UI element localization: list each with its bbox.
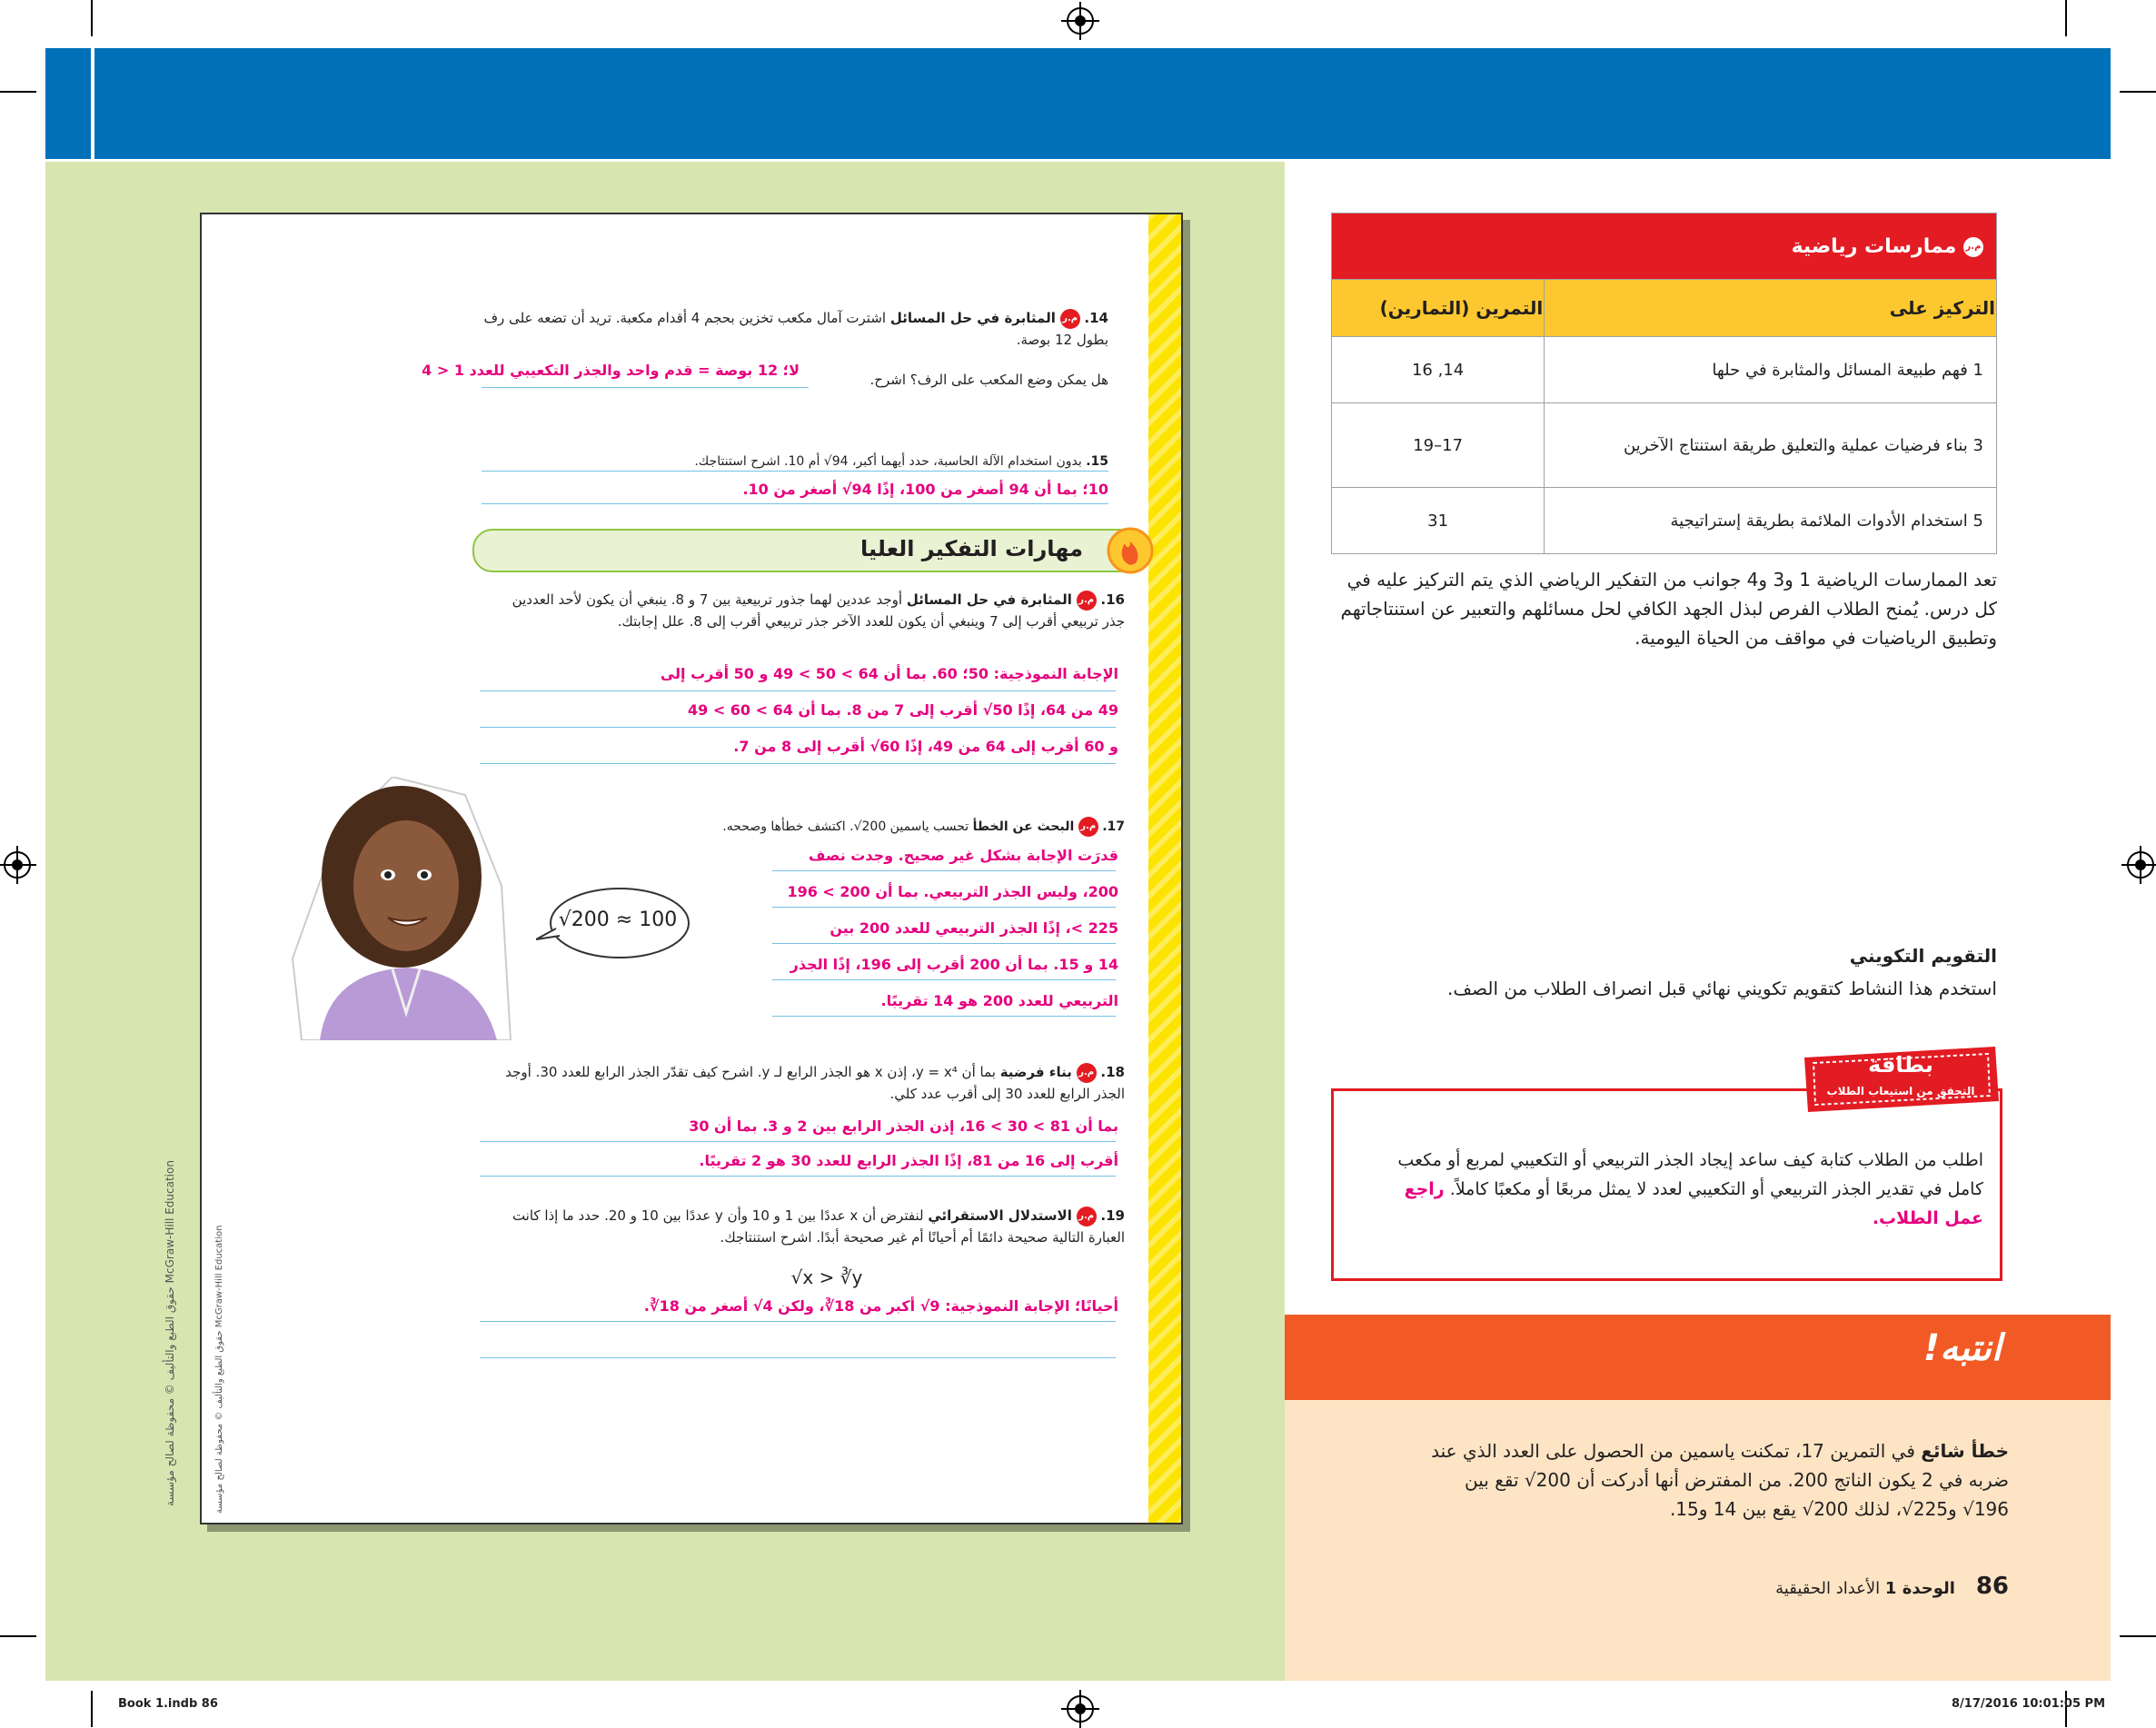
watch-out-text bbox=[1427, 1436, 2009, 1524]
watch-out-title: انتبه! bbox=[1923, 1327, 2002, 1369]
exercise-text: لنفترض أن x عددًا بين 1 و 10 وأن y عددًا بين 10 و 20. حدد ما إذا كانت العبارة التالية صحيحة دائمًا أم أحيانًا أم غير صحيحة أبدًا. اشرح استنتاجك. bbox=[512, 1207, 1125, 1246]
mp-badge-icon: م.ر bbox=[1078, 817, 1098, 837]
crop-mark bbox=[91, 1691, 93, 1727]
exercise-label: المثابرة في حل المسائل bbox=[906, 591, 1072, 608]
answer-line bbox=[480, 1357, 1116, 1358]
exercise-19 bbox=[498, 1205, 1125, 1248]
inequality-formula: √x > ∛y bbox=[790, 1266, 863, 1288]
answer-line bbox=[480, 1176, 1116, 1177]
table-row bbox=[1332, 403, 1997, 488]
exercise-number: 19. bbox=[1100, 1207, 1125, 1224]
crop-mark bbox=[91, 0, 93, 36]
answer-line bbox=[480, 727, 1116, 728]
answer-17-line4: 14 و 15. بما أن 200 أقرب إلى 196، إذًا الجذر bbox=[790, 956, 1118, 973]
flame-icon bbox=[1105, 521, 1156, 576]
exercise-14 bbox=[472, 307, 1108, 351]
exercise-number: 18. bbox=[1100, 1064, 1125, 1080]
bubble-text: √200 ≈ 100 bbox=[558, 909, 678, 931]
answer-16-line2: 49 من 64، إذًا 50√ أقرب إلى 7 من 8. بما أن 64 > 60 > 49 bbox=[687, 701, 1118, 719]
mp-table-subheader bbox=[1332, 280, 1997, 337]
table-row bbox=[1332, 488, 1997, 554]
tip-highlight: راجع عمل الطلاب. bbox=[1404, 1179, 1983, 1228]
answer-17-line3: 225 >، إذًا الجذر التربيعي للعدد 200 بين bbox=[830, 919, 1118, 937]
answer-17-line1: قدرَت الإجابة بشكل غير صحيح. وجدت نصف bbox=[808, 847, 1118, 864]
answer-14: لا؛ 12 بوصة = قدم واحد والجذر التكعيبي للعدد 1 < 4 bbox=[422, 362, 800, 379]
assessment-text: استخدم هذا النشاط كتقويم تكويني نهائي قبل انصراف الطلاب من الصف. bbox=[1447, 978, 1997, 999]
ticket-title: بطاقة bbox=[1868, 1052, 1933, 1078]
page-stripe bbox=[1148, 214, 1181, 1523]
exercise-label: الاستدلال الاستقرائي bbox=[928, 1207, 1072, 1224]
answer-15: 10؛ بما أن 94 أصغر من 100، إذًا 94√ أصغر من 10. bbox=[742, 481, 1108, 498]
copyright-inner: حقوق الطبع والتأليف © محفوظة لصالح مؤسسة McGraw-Hill Education bbox=[214, 1225, 224, 1514]
row-exercise: 14, 16 bbox=[1332, 337, 1545, 403]
watch-out-bar bbox=[1285, 1315, 2111, 1400]
student-illustration bbox=[283, 777, 520, 1040]
question-text: هل يمكن وضع المكعب على الرف؟ اشرح. bbox=[869, 372, 1108, 388]
unit-title: الأعداد الحقيقية bbox=[1775, 1579, 1881, 1598]
answer-17-line2: 200، وليس الجذر التربيعي. بما أن 200 > 196 bbox=[787, 883, 1118, 900]
answer-line bbox=[772, 870, 1116, 871]
exercise-text: بدون استخدام الآلة الحاسبة، حدد أيهما أكبر، 94√ أم 10. اشرح استنتاجك. bbox=[694, 454, 1082, 469]
watch-out-body: في التمرين 17، تمكنت ياسمين من الحصول على العدد الذي عند ضربه في 2 يكون الناتج 200. من المفترض أنها أدركت أن 200√ تقع بين 196√ و225√، لذلك 200√ يقع بين 14 و15. bbox=[1431, 1440, 2009, 1520]
answer-18-line1: بما أن 81 > 30 > 16، إذن الجذر الرابع بين 2 و 3. بما أن 30 bbox=[689, 1117, 1118, 1135]
answer-line bbox=[772, 943, 1116, 944]
exercise-18 bbox=[498, 1061, 1125, 1105]
answer-line bbox=[482, 503, 1108, 504]
tip-body: اطلب من الطلاب كتابة كيف ساعد إيجاد الجذر التربيعي أو التكعيبي لمربع أو مكعب كامل في تقدير الجذر التربيعي أو التكعيبي لعدد لا يمثل مربعًا أو مكعبًا كاملاً. bbox=[1397, 1150, 1983, 1199]
crop-mark bbox=[0, 1635, 36, 1637]
registration-mark-icon bbox=[2127, 851, 2154, 879]
exercise-number: 14. bbox=[1084, 310, 1108, 326]
exercise-label: المثابرة في حل المسائل bbox=[889, 310, 1056, 326]
exercise-text: بما أن y = x⁴، إذن x هو الجذر الرابع لـ y. اشرح كيف تقدّر الجذر الرابع للعدد 30. أوجد الجذر الرابع للعدد 30 إلى أقرب عدد كلي. bbox=[505, 1064, 1125, 1102]
exercise-17 bbox=[581, 816, 1125, 838]
mp-badge-icon: م.ر bbox=[1077, 591, 1097, 611]
answer-line bbox=[480, 1141, 1116, 1142]
ticket-subtitle: التحقق من استيعاب الطلاب bbox=[1826, 1085, 1975, 1097]
copyright-outer: حقوق الطبع والتأليف © محفوظة لصالح مؤسسة McGraw-Hill Education bbox=[164, 1160, 176, 1506]
mp-badge-icon: م.ر bbox=[1077, 1207, 1097, 1226]
crop-mark bbox=[2120, 1635, 2156, 1637]
mp-title: ممارسات رياضية bbox=[1791, 234, 1957, 258]
exercise-15 bbox=[472, 451, 1108, 472]
row-focus: 5 استخدام الأدوات الملائمة بطريقة إستراتيجية bbox=[1545, 488, 1997, 554]
answer-line bbox=[772, 907, 1116, 908]
mp-badge-icon: م.ر bbox=[1077, 1063, 1097, 1083]
hots-title: مهارات التفكير العليا bbox=[860, 536, 1083, 561]
crop-mark bbox=[0, 91, 36, 93]
answer-line bbox=[772, 1016, 1116, 1017]
answer-16-line1: الإجابة النموذجية: 50؛ 60. بما أن 64 > 50 > 49 و 50 أقرب إلى bbox=[660, 665, 1118, 682]
hots-heading-bar bbox=[472, 529, 1148, 572]
exercise-label: بناء فرضية bbox=[999, 1064, 1072, 1080]
row-focus: 1 فهم طبيعة المسائل والمثابرة في حلها bbox=[1545, 337, 1997, 403]
table-row bbox=[1332, 337, 1997, 403]
crop-mark bbox=[2120, 91, 2156, 93]
mp-paragraph: تعد الممارسات الرياضية 1 و3 و4 جوانب من التفكير الرياضي الذي يتم التركيز عليه في كل درس. يُمنح الطلاب الفرص لبذل الجهد الكافي لحل مسائلهم والتعبير عن استنتاجاتهم وتطبيق الرياضيات في مواقف من الحياة اليومية. bbox=[1340, 569, 1997, 649]
footer-file: Book 1.indb 86 bbox=[118, 1697, 218, 1711]
footer-date: 8/17/2016 10:01:05 PM bbox=[1952, 1697, 2105, 1711]
row-focus: 3 بناء فرضيات عملية والتعليق طريقة استنتاج الآخرين bbox=[1545, 403, 1997, 488]
answer-line bbox=[482, 387, 809, 388]
exercise-number: 16. bbox=[1100, 591, 1125, 608]
crop-mark bbox=[2065, 0, 2067, 36]
answer-line bbox=[482, 471, 1108, 472]
answer-line bbox=[772, 979, 1116, 980]
answer-17-line5: التربيعي للعدد 200 هو 14 تقريبًا. bbox=[880, 992, 1118, 1009]
math-practices-table bbox=[1331, 213, 1997, 554]
registration-mark-icon bbox=[4, 851, 31, 879]
mp-badge-icon: م.ر bbox=[1060, 309, 1080, 329]
exit-ticket-box bbox=[1331, 1088, 2002, 1281]
answer-19: أحيانًا؛ الإجابة النموذجية: 9√ أكبر من 18∛، ولكن 4√ أصغر من 18∛. bbox=[643, 1297, 1118, 1315]
page-number: 86 bbox=[1975, 1573, 2009, 1600]
col-focus: التركيز على bbox=[1545, 280, 1997, 337]
answer-line bbox=[480, 1321, 1116, 1322]
exercise-text: أوجد عددين لهما جذور تربيعية بين 7 و 8. ينبغي أن يكون لأحد العددين جذر تربيعي أقرب إلى 7 وينبغي أن يكون للعدد الآخر جذر تربيعي أقرب إلى 8. علل إجابتك. bbox=[512, 591, 1125, 630]
exercise-14-question bbox=[809, 369, 1108, 391]
unit-label: الوحدة 1 bbox=[1884, 1579, 1955, 1598]
mp-badge-icon: م.ر bbox=[1963, 237, 1983, 257]
page-footer bbox=[1427, 1573, 2009, 1600]
watch-out-label: خطأ شائع bbox=[1921, 1440, 2009, 1462]
header-band bbox=[45, 48, 2111, 159]
answer-line bbox=[480, 763, 1116, 764]
watch-out-panel bbox=[1285, 1400, 2111, 1681]
answer-18-line2: أقرب إلى 16 من 81، إذًا الجذر الرابع للعدد 30 هو 2 تقريبًا. bbox=[699, 1152, 1118, 1169]
exercise-16 bbox=[498, 589, 1125, 632]
exercise-label: البحث عن الخطأ bbox=[972, 819, 1075, 834]
answer-line bbox=[480, 690, 1116, 691]
col-exercise: التمرين (التمارين) bbox=[1332, 280, 1545, 337]
exit-ticket-text bbox=[1366, 1146, 1983, 1233]
row-exercise: 31 bbox=[1332, 488, 1545, 554]
exercise-text: اشترت آمال مكعب تخزين بحجم 4 أقدام مكعبة. تريد أن تضعه على رف بطول 12 بوصة. bbox=[483, 310, 1108, 348]
exercise-text: تحسب ياسمين 200√. اكتشف خطأها وصححه. bbox=[722, 819, 969, 834]
mp-table-header bbox=[1332, 214, 1997, 280]
registration-mark-icon bbox=[1067, 7, 1094, 35]
row-exercise: 17–19 bbox=[1332, 403, 1545, 488]
assessment-title: التقويم التكويني bbox=[1849, 945, 1997, 967]
registration-mark-icon bbox=[1067, 1695, 1094, 1723]
exercise-number: 17. bbox=[1102, 819, 1125, 834]
exercise-number: 15. bbox=[1086, 454, 1108, 469]
answer-16-line3: و 60 أقرب إلى 64 من 49، إذًا 60√ أقرب إلى 8 من 7. bbox=[733, 738, 1118, 755]
exit-ticket-badge bbox=[1801, 1043, 2001, 1116]
